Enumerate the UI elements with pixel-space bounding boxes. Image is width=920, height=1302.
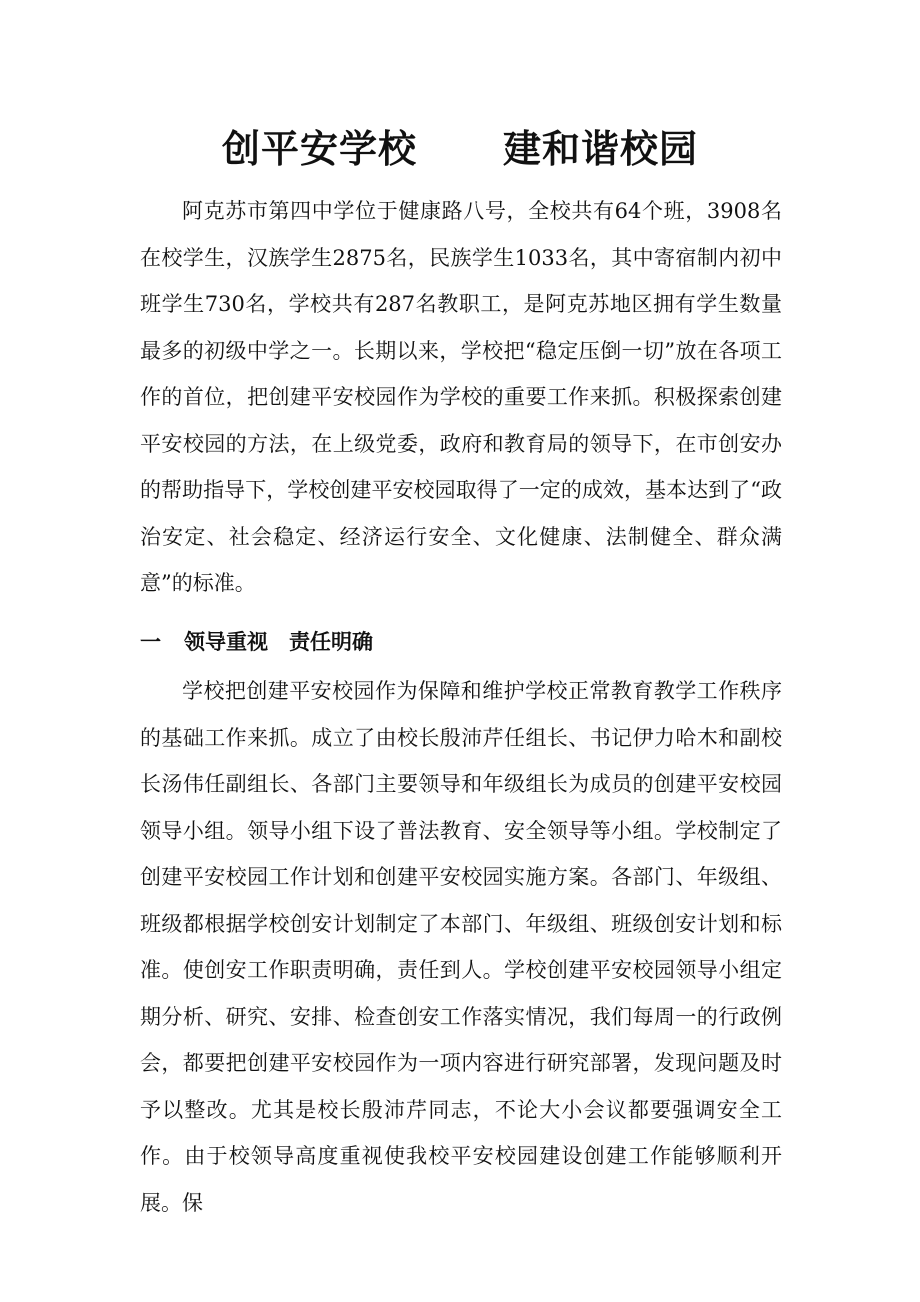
section-heading bbox=[140, 622, 782, 662]
section-title: 领导重视 责任明确 bbox=[184, 630, 373, 654]
section-paragraph: 学校把创建平安校园作为保障和维护学校正常教育教学工作秩序的基础工作来抓。成立了由校长殷沛芹任组长、书记伊力哈木和副校长汤伟任副组长、各部门主要领导和年级组长为成员的创建平安校园领导小组。领导小组下设了普法教育、安全领导等小组。学校制定了创建平安校园工作计划和创建平安校园实施方案。各部门、年级组、班级都根据学校创安计划制定了本部门、年级组、班级创安计划和标准。使创安工作职责明确，责任到人。学校创建平安校园领导小组定期分析、研究、安排、检查创安工作落实情况，我们每周一的行政例会，都要把创建平安校园作为一项内容进行研究部署，发现问题及时予以整改。尤其是校长殷沛芹同志，不论大小会议都要强调安全工作。由于校领导高度重视使我校平安校园建设创建工作能够顺利开展。保 bbox=[140, 679, 782, 1215]
section-number: 一 bbox=[140, 630, 161, 654]
document-title bbox=[0, 118, 920, 180]
intro-paragraph: 阿克苏市第四中学位于健康路八号，全校共有64个班，3908名在校学生，汉族学生2875名，民族学生1033名，其中寄宿制内初中班学生730名，学校共有287名教职工，是阿克苏地区拥有学生数量最多的初级中学之一。长期以来，学校把“稳定压倒一切”放在各项工作的首位，把创建平安校园作为学校的重要工作来抓。积极探索创建平安校园的方法，在上级党委，政府和教育局的领导下，在市创安办的帮助指导下，学校创建平安校园取得了一定的成效，基本达到了“政治安定、社会稳定、经济运行安全、文化健康、法制健全、群众满意”的标准。 bbox=[140, 199, 782, 595]
title-part-2: 建和谐校园 bbox=[503, 127, 699, 171]
title-part-1: 创平安学校 bbox=[221, 127, 417, 171]
